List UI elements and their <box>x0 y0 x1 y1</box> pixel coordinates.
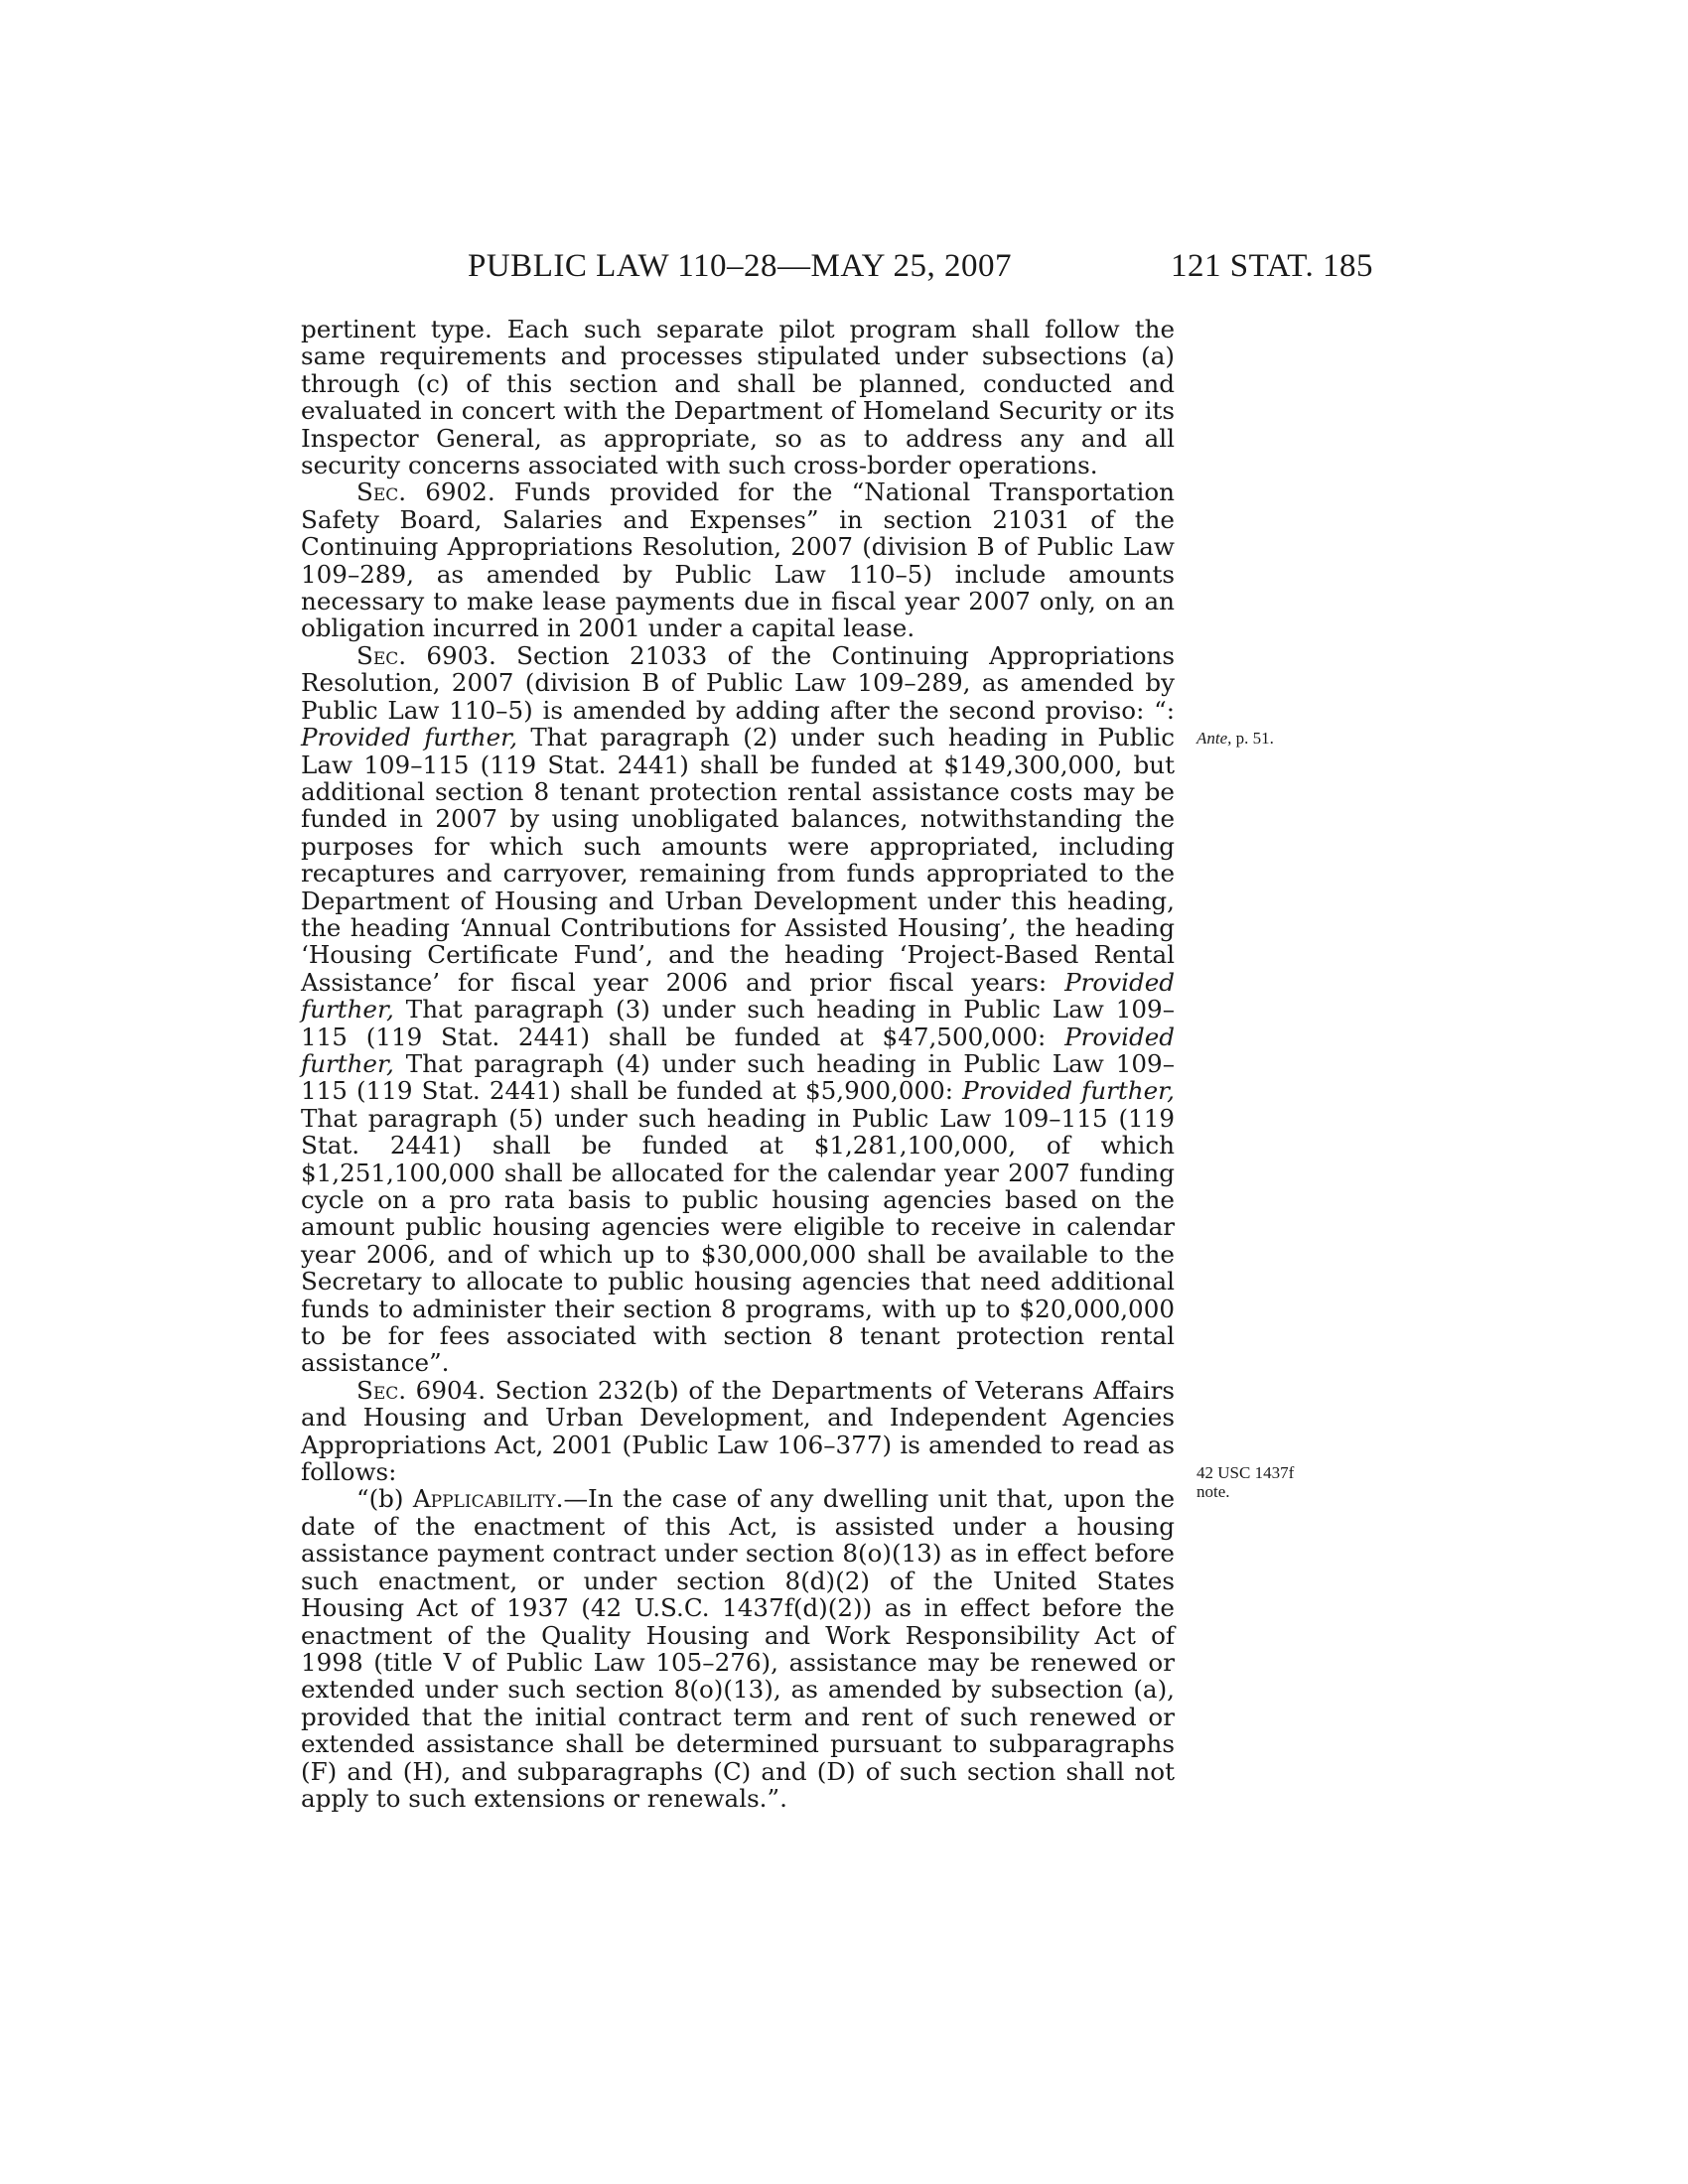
section-6903: Sec. 6903. Section 21033 of the Continuing Appropriations Resolution, 2007 (division B of Public Law 109–289, as amended by Public Law 110–5) is amended by adding after the second proviso: “: Provided further, That paragraph (2) under such heading in Public Law 109–115 (119 Stat. 2441) shall be funded at $149,300,000, but additional section 8 tenant protection rental assistance costs may be funded in 2007 by using unobligated balances, notwithstanding the purposes for which such amounts were appropriated, including recaptures and carryover, remaining from funds appropriated to the Department of Housing and Urban Development under this heading, the heading ‘Annual Contributions for Assisted Housing’, the heading ‘Housing Certificate Fund’, and the heading ‘Project-Based Rental Assistance’ for fiscal year 2006 and prior fiscal years: Provided further, That paragraph (3) under such heading in Public Law 109–115 (119 Stat. 2441) shall be funded at $47,500,000: Provided further, That paragraph (4) under such heading in Public Law 109–115 (119 Stat. 2441) shall be funded at $5,900,000: Provided further, That paragraph (5) under such heading in Public Law 109–115 (119 Stat. 2441) shall be funded at $1,281,100,000, of which $1,251,100,000 shall be allocated for the calendar year 2007 funding cycle on a pro rata basis to public housing agencies based on the amount public housing agencies were eligible to receive in calendar year 2006, and of which up to $30,000,000 shall be available to the Secretary to allocate to public housing agencies that need additional funds to administer their section 8 programs, with up to $20,000,000 to be for fees associated with section 8 tenant protection rental assistance”. <box>301 640 1176 1378</box>
subsection-b-applicability: “(b) Applicability.—In the case of any dwelling unit that, upon the date of the enactment of this Act, is assisted under a housing assistance payment contract under section 8(o)(13) as in effect before such enactment, or under section 8(d)(2) of the United States Housing Act of 1937 (42 U.S.C. 1437f(d)(2)) as in effect before the enactment of the Quality Housing and Work Responsibility Act of 1998 (title V of Public Law 105–276), assistance may be renewed or extended under such section 8(o)(13), as amended by subsection (a), provided that the initial contract term and rent of such renewed or extended assistance shall be determined pursuant to subparagraphs (F) and (H), and subparagraphs (C) and (D) of such section shall not apply to such extensions or renewals.”. <box>301 1484 1175 1813</box>
header-page-number: 121 STAT. 185 <box>1170 248 1373 284</box>
section-label: Sec. 6904. <box>356 1375 487 1405</box>
section-label: Sec. 6902. <box>356 478 495 507</box>
body-text <box>301 316 1175 1812</box>
paragraph-continuation: pertinent type. Each such separate pilot program shall follow the same requirements and processes stipulated under subsections (a) through (c) of this section and shall be planned, conducted and evaluated in concert with the Department of Homeland Security or its Inspector General, as appropriate, so as to address any and all security concerns associated with such cross-border operations. <box>301 315 1175 480</box>
section-6902: Sec. 6902. Funds provided for the “National Transportation Safety Board, Salaries and Expenses” in section 21031 of the Continuing Appropriations Resolution, 2007 (division B of Public Law 109–289, as amended by Public Law 110–5) include amounts necessary to make lease payments due in fiscal year 2007 only, on an obligation incurred in 2001 under a capital lease. <box>301 478 1175 643</box>
subsection-heading: Applicability <box>412 1484 556 1514</box>
section-label: Sec. 6903. <box>356 640 496 670</box>
margin-note-ante: Ante, p. 51. <box>1196 729 1274 748</box>
margin-note-usc: 42 USC 1437f note. <box>1196 1463 1295 1501</box>
section-6904: Sec. 6904. Section 232(b) of the Departments of Veterans Affairs and Housing and Urban Development, and Independent Agencies Appropriations Act, 2001 (Public Law 106–377) is amended to read as follows: <box>301 1375 1176 1487</box>
header-title: PUBLIC LAW 110–28—MAY 25, 2007 <box>468 248 1013 284</box>
running-header <box>301 248 1373 288</box>
